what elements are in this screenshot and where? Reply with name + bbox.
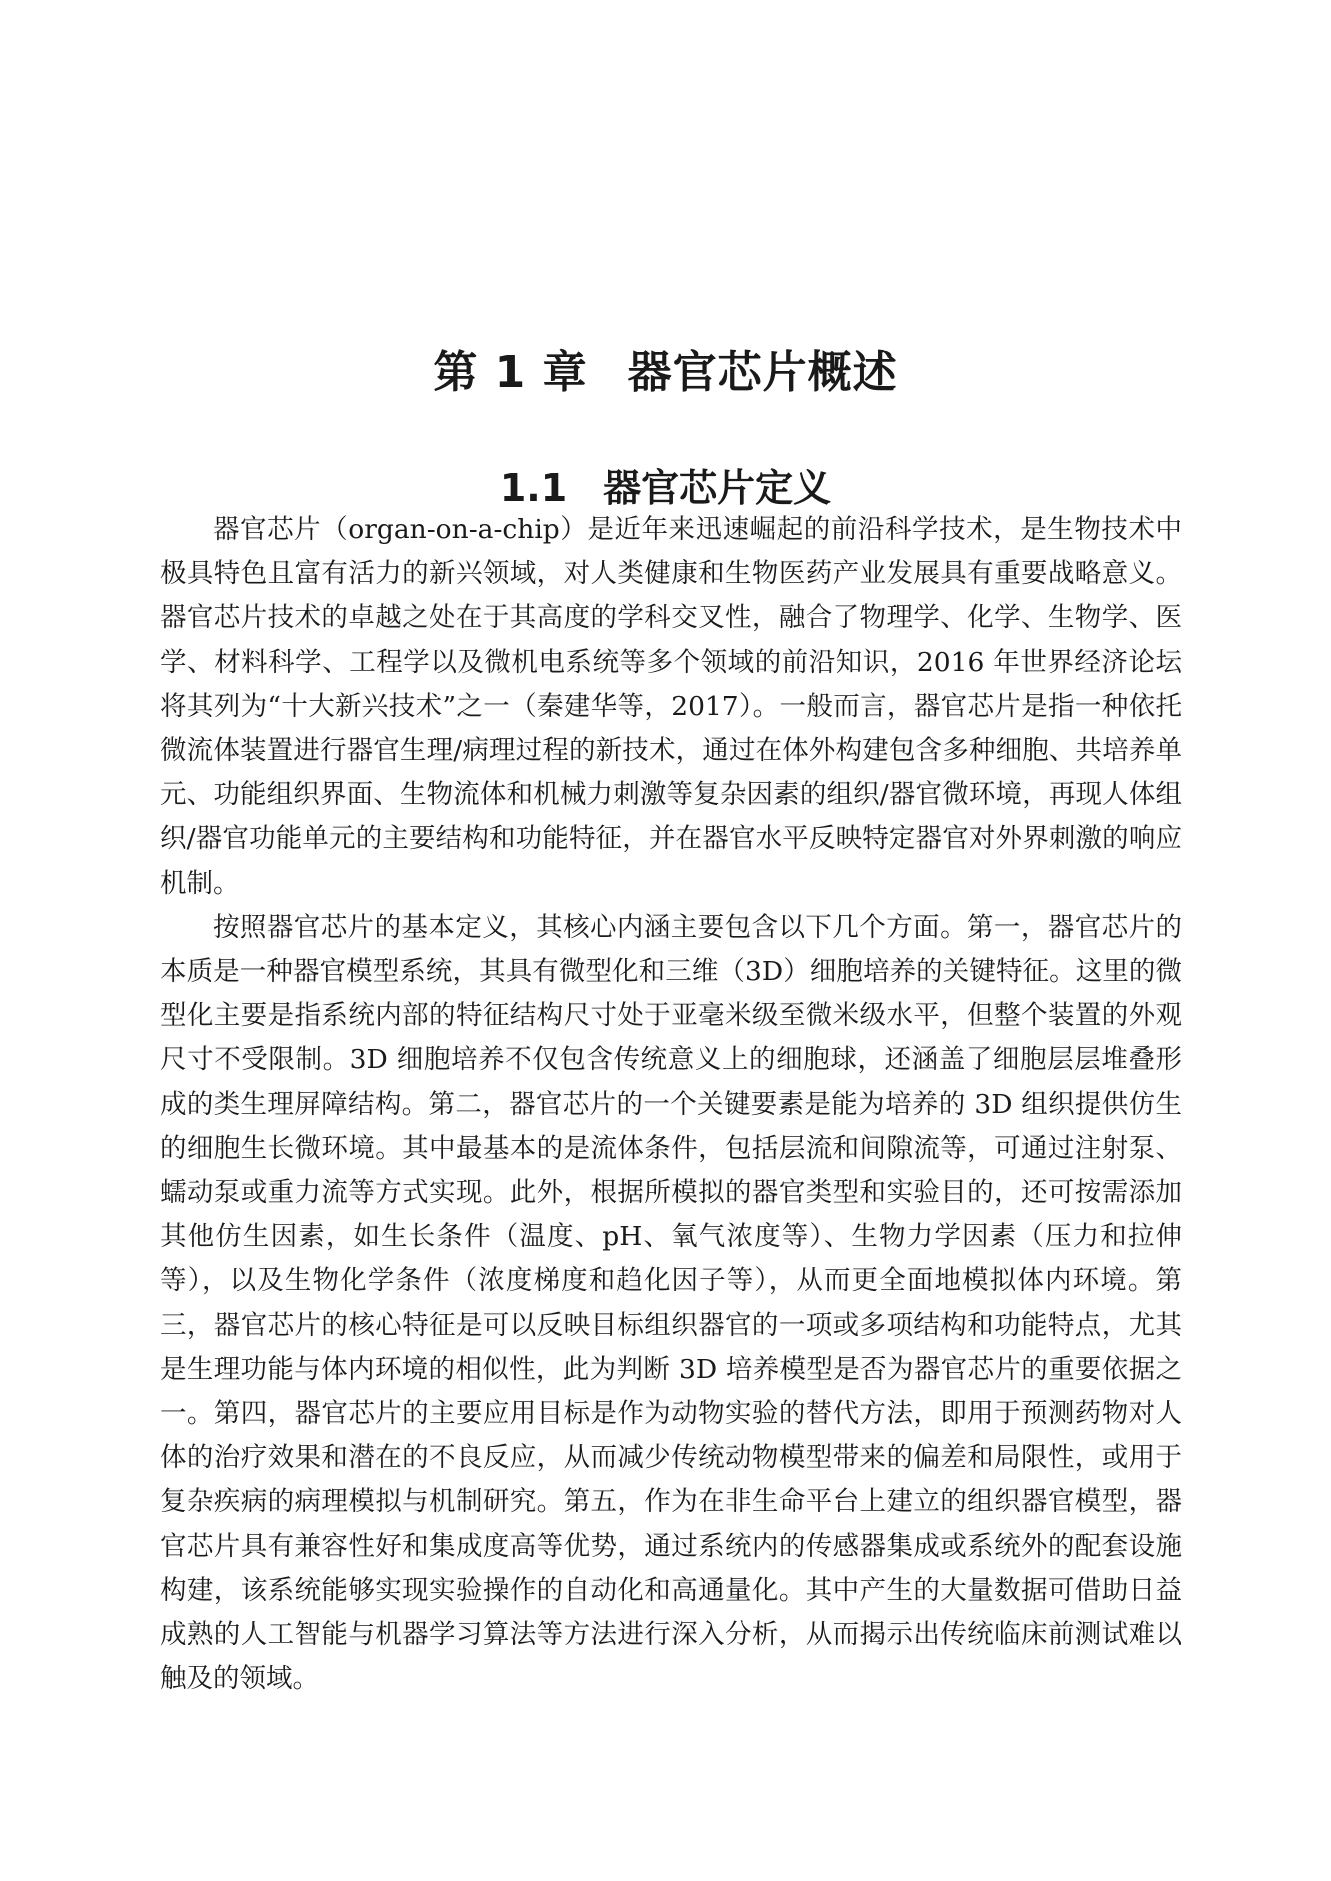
chapter-number: 第 1 章 (433, 347, 588, 399)
section-heading (0, 464, 1331, 512)
section-number: 1.1 (499, 465, 568, 510)
chapter-heading (0, 345, 1331, 401)
section-title: 器官芯片定义 (603, 465, 832, 510)
paragraph-1: 器官芯片（organ-on-a-chip）是近年来迅速崛起的前沿科学技术，是生物技术中极具特色且富有活力的新兴领域，对人类健康和生物医药产业发展具有重要战略意义。器官芯片技术的卓越之处在于其高度的学科交叉性，融合了物理学、化学、生物学、医学、材料科学、工程学以及微机电系统等多个领域的前沿知识，2016 年世界经济论坛将其列为“十大新兴技术”之一（秦建华等，2017）。一般而言，器官芯片是指一种依托微流体装置进行器官生理/病理过程的新技术，通过在体外构建包含多种细胞、共培养单元、功能组织界面、生物流体和机械力刺激等复杂因素的组织/器官微环境，再现人体组织/器官功能单元的主要结构和功能特征，并在器官水平反映特定器官对外界刺激的响应机制。 (160, 514, 1182, 899)
chapter-title: 器官芯片概述 (627, 347, 898, 399)
body-text (160, 508, 1182, 1701)
paragraph-2: 按照器官芯片的基本定义，其核心内涵主要包含以下几个方面。第一，器官芯片的本质是一种器官模型系统，其具有微型化和三维（3D）细胞培养的关键特征。这里的微型化主要是指系统内部的特征结构尺寸处于亚毫米级至微米级水平，但整个装置的外观尺寸不受限制。3D 细胞培养不仅包含传统意义上的细胞球，还涵盖了细胞层层堆叠形成的类生理屏障结构。第二，器官芯片的一个关键要素是能为培养的 3D 组织提供仿生的细胞生长微环境。其中最基本的是流体条件，包括层流和间隙流等，可通过注射泵、蠕动泵或重力流等方式实现。此外，根据所模拟的器官类型和实验目的，还可按需添加其他仿生因素，如生长条件（温度、pH、氧气浓度等）、生物力学因素（压力和拉伸等），以及生物化学条件（浓度梯度和趋化因子等），从而更全面地模拟体内环境。第三，器官芯片的核心特征是可以反映目标组织器官的一项或多项结构和功能特点，尤其是生理功能与体内环境的相似性，此为判断 3D 培养模型是否为器官芯片的重要依据之一。第四，器官芯片的主要应用目标是作为动物实验的替代方法，即用于预测药物对人体的治疗效果和潜在的不良反应，从而减少传统动物模型带来的偏差和局限性，或用于复杂疾病的病理模拟与机制研究。第五，作为在非生命平台上建立的组织器官模型，器官芯片具有兼容性好和集成度高等优势，通过系统内的传感器集成或系统外的配套设施构建，该系统能够实现实验操作的自动化和高通量化。其中产生的大量数据可借助日益成熟的人工智能与机器学习算法等方法进行深入分析，从而揭示出传统临床前测试难以触及的领域。 (160, 911, 1182, 1695)
